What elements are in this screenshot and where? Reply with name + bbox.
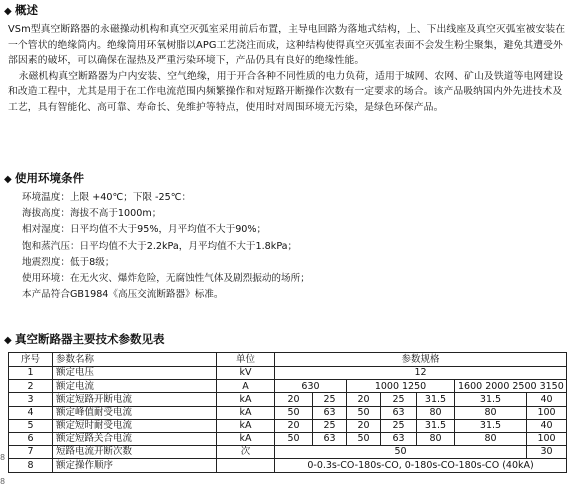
margin-mark: 8	[0, 453, 6, 462]
cell-name: 额定短路开断电流	[53, 393, 217, 406]
header-no: 序号	[9, 353, 53, 367]
table-row	[9, 432, 567, 445]
cell-value: 25	[313, 419, 347, 432]
cell-value: 1000 1250	[347, 380, 455, 393]
diamond-bullet-icon: ◆	[4, 6, 12, 17]
section-heading-spec-table: ◆ 真空断路器主要技术参数见表	[4, 332, 165, 346]
cell-value: 80	[417, 432, 455, 445]
overview-paragraph-2: 永磁机构真空断路器为户内安装、空气绝缘，用于开合各种不同性质的电力负荷，适用于城网、农网、矿山及铁道等电网建设和改造工程中，尤其是用于在工作电流范围内频繁操作和对短路开断操作次数有一定要求的场合。该产品吸纳国内外先进技术及工艺，具有智能化、高可靠、寿命长、免维护等特点，使用时对周围环境无污染，是绿色环保产品。	[8, 70, 564, 113]
cell-value: 20	[347, 393, 381, 406]
cell-value: 63	[381, 432, 417, 445]
cell-value: 100	[527, 432, 567, 445]
table-row	[9, 367, 567, 380]
cell-value: 100	[527, 406, 567, 419]
cell-no: 4	[9, 406, 53, 419]
environment-list	[22, 193, 310, 306]
section-heading-overview: ◆ 概述	[4, 3, 38, 17]
cell-value: 50	[347, 406, 381, 419]
cell-value: 80	[455, 406, 527, 419]
cell-value: 30	[527, 446, 567, 459]
overview-paragraph-1: VSm型真空断路器的永磁操动机构和真空灭弧室采用前后布置，主导电回路为落地式结构，上、下出线座及真空灭弧室被安装在一个管状的绝缘筒内。绝缘筒用环氧树脂以APG工艺浇注而成，这种结构使得真空灭弧室表面不会发生粉尘聚集，避免其遭受外部因素的破坏，可以确保在湿热及严重污染环境下，产品仍具有良好的绝缘性能。	[8, 24, 566, 66]
cell-unit: A	[217, 380, 275, 393]
section-heading-environment: ◆ 使用环境条件	[4, 171, 84, 185]
cell-value: 80	[455, 432, 527, 445]
cell-value: 20	[275, 393, 313, 406]
cell-value: 25	[381, 419, 417, 432]
margin-mark: 8	[0, 477, 6, 486]
cell-no: 2	[9, 380, 53, 393]
cell-name: 额定短路关合电流	[53, 432, 217, 445]
table-row	[9, 459, 567, 472]
cell-name: 额定电流	[53, 380, 217, 393]
cell-unit: kV	[217, 367, 275, 380]
cell-value: 25	[381, 393, 417, 406]
cell-name: 额定操作顺序	[53, 459, 217, 472]
cell-value: 31.5	[417, 393, 455, 406]
cell-no: 8	[9, 459, 53, 472]
table-row	[9, 419, 567, 432]
diamond-bullet-icon: ◆	[4, 335, 12, 346]
env-item-humidity: 相对湿度：日平均值不大于95%，月平均值不大于90%；	[22, 224, 267, 236]
env-item-altitude: 海拔高度：海拔不高于1000m；	[22, 208, 162, 220]
cell-no: 6	[9, 432, 53, 445]
header-spec: 参数规格	[275, 353, 567, 367]
cell-value: 63	[381, 406, 417, 419]
cell-value: 50	[275, 432, 313, 445]
cell-value: 630	[275, 380, 347, 393]
cell-value: 31.5	[455, 393, 527, 406]
overview-text	[8, 22, 568, 115]
env-item-standard: 本产品符合GB1984《高压交流断路器》标准。	[22, 289, 224, 301]
cell-unit: 次	[217, 446, 275, 459]
env-item-vapor-pressure: 饱和蒸汽压：日平均值不大于2.2kPa，月平均值不大于1.8kPa；	[22, 240, 298, 252]
cell-name: 额定峰值耐受电流	[53, 406, 217, 419]
env-item-temperature: 环境温度：上限 +40℃；下限 -25℃：	[22, 192, 192, 203]
cell-value: 12	[275, 367, 567, 380]
env-item-seismic: 地震烈度：低于8级；	[22, 256, 115, 268]
cell-no: 5	[9, 419, 53, 432]
table-header-row	[9, 353, 567, 367]
table-row	[9, 393, 567, 406]
table-row	[9, 380, 567, 393]
spec-table	[8, 352, 567, 473]
header-name: 参数名称	[53, 353, 217, 367]
cell-unit: kA	[217, 406, 275, 419]
cell-value: 1600 2000 2500 3150	[455, 380, 567, 393]
cell-value: 25	[313, 393, 347, 406]
cell-value: 63	[313, 406, 347, 419]
table-row	[9, 446, 567, 459]
cell-no: 1	[9, 367, 53, 380]
cell-unit: kA	[217, 432, 275, 445]
cell-value: 50	[275, 406, 313, 419]
cell-value: 31.5	[417, 419, 455, 432]
header-unit: 单位	[217, 353, 275, 367]
cell-value: 63	[313, 432, 347, 445]
diamond-bullet-icon: ◆	[4, 174, 12, 185]
cell-value: 50	[275, 446, 527, 459]
cell-value: 20	[347, 419, 381, 432]
cell-name: 短路电流开断次数	[53, 446, 217, 459]
cell-name: 额定短时耐受电流	[53, 419, 217, 432]
cell-value: 50	[347, 432, 381, 445]
cell-value: 0-0.3s-CO-180s-CO, 0-180s-CO-180s-CO (40kA)	[275, 459, 567, 472]
table-row	[9, 406, 567, 419]
cell-unit: kA	[217, 419, 275, 432]
cell-value: 20	[275, 419, 313, 432]
cell-no: 7	[9, 446, 53, 459]
cell-unit: kA	[217, 393, 275, 406]
cell-unit	[217, 459, 275, 472]
cell-name: 额定电压	[53, 367, 217, 380]
cell-value: 31.5	[455, 419, 527, 432]
cell-value: 80	[417, 406, 455, 419]
env-item-environment: 使用环境：在无火灾、爆炸危险，无腐蚀性气体及剧烈振动的场所；	[22, 272, 310, 284]
cell-value: 40	[527, 393, 567, 406]
cell-no: 3	[9, 393, 53, 406]
cell-value: 40	[527, 419, 567, 432]
